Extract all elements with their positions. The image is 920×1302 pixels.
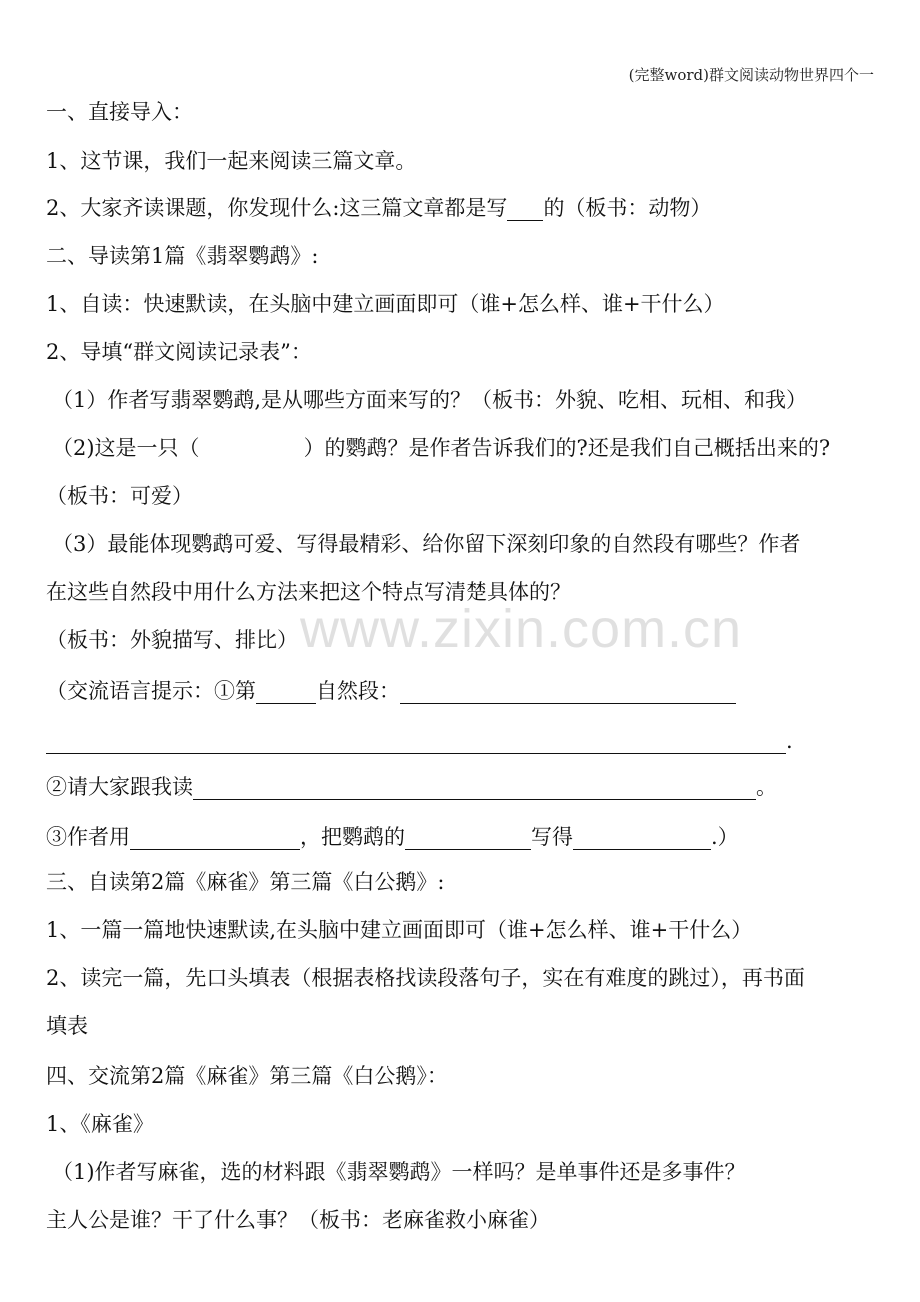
paragraph-line: 填表 <box>46 1014 88 1038</box>
paragraph-line: 2、导填“群文阅读记录表”： <box>46 340 312 364</box>
fill-blank <box>130 848 300 850</box>
text-segment: 2、大家齐读课题，你发现什么:这三篇文章都是写 <box>46 196 508 220</box>
paragraph-line: 2、读完一篇，先口头填表（根据表格找读段落句子，实在有难度的跳过），再书面 <box>46 966 805 990</box>
paragraph-line <box>46 772 777 802</box>
text-segment: 。 <box>756 775 777 799</box>
text-segment: 写得 <box>531 825 573 849</box>
paragraph-line: 1、一篇一篇地快速默读,在头脑中建立画面即可（谁+怎么样、谁+干什么） <box>46 918 753 942</box>
fill-blank <box>507 219 543 221</box>
section-heading-3: 三、自读第2篇《麻雀》第三篇《白公鹅》: <box>46 870 445 894</box>
fill-blank <box>405 848 531 850</box>
fill-blank <box>400 702 736 704</box>
paragraph-line: 1、这节课，我们一起来阅读三篇文章。 <box>46 149 417 173</box>
paragraph-line <box>46 726 793 756</box>
text-segment: .） <box>711 825 739 849</box>
paragraph-line: 主人公是谁？干了什么事？（板书：老麻雀救小麻雀） <box>46 1208 550 1232</box>
fill-blank <box>573 848 711 850</box>
fill-blank <box>256 702 316 704</box>
paragraph-line: （3）最能体现鹦鹉可爱、写得最精彩、给你留下深刻印象的自然段有哪些？作者 <box>52 532 801 556</box>
paragraph-line <box>46 193 711 223</box>
text-segment: 的（板书：动物） <box>543 196 712 220</box>
paragraph-line: 1、自读：快速默读，在头脑中建立画面即可（谁+怎么样、谁+干什么） <box>46 292 725 316</box>
text-segment: 自然段： <box>316 679 400 703</box>
section-heading-2: 二、导读第1篇《翡翠鹦鹉》: <box>46 244 319 268</box>
paragraph-line: （板书：外貌描写、排比） <box>46 628 298 652</box>
text-segment: ，把鹦鹉的 <box>300 825 405 849</box>
paragraph-line: 1、《麻雀》 <box>46 1112 154 1136</box>
fill-blank <box>193 798 756 800</box>
paragraph-line: （1）作者写翡翠鹦鹉,是从哪些方面来写的？（板书：外貌、吃相、玩相、和我） <box>52 388 808 412</box>
text-segment: （2)这是一只（ <box>52 436 200 460</box>
paragraph-line <box>52 433 830 463</box>
fill-blank <box>46 752 786 754</box>
section-heading-1: 一、直接导入： <box>46 100 193 124</box>
text-segment: ②请大家跟我读 <box>46 775 193 799</box>
paragraph-line: （板书：可爱） <box>46 484 193 508</box>
watermark: www.zixin.com.cn <box>300 599 743 659</box>
document-header: (完整word)群文阅读动物世界四个一 <box>628 66 874 84</box>
paragraph-line <box>46 676 736 706</box>
text-segment: （交流语言提示：①第 <box>46 679 256 703</box>
text-segment: ③作者用 <box>46 825 130 849</box>
text-segment: . <box>786 729 793 753</box>
paragraph-line: （1)作者写麻雀，选的材料跟《翡翠鹦鹉》一样吗？是单事件还是多事件？ <box>52 1160 746 1184</box>
section-heading-4: 四、交流第2篇《麻雀》第三篇《白公鹅》： <box>46 1064 448 1088</box>
text-segment: ）的鹦鹉？是作者告诉我们的?还是我们自己概括出来的? <box>303 436 831 460</box>
paragraph-line: 在这些自然段中用什么方法来把这个特点写清楚具体的？ <box>46 580 571 604</box>
paragraph-line <box>46 822 739 852</box>
